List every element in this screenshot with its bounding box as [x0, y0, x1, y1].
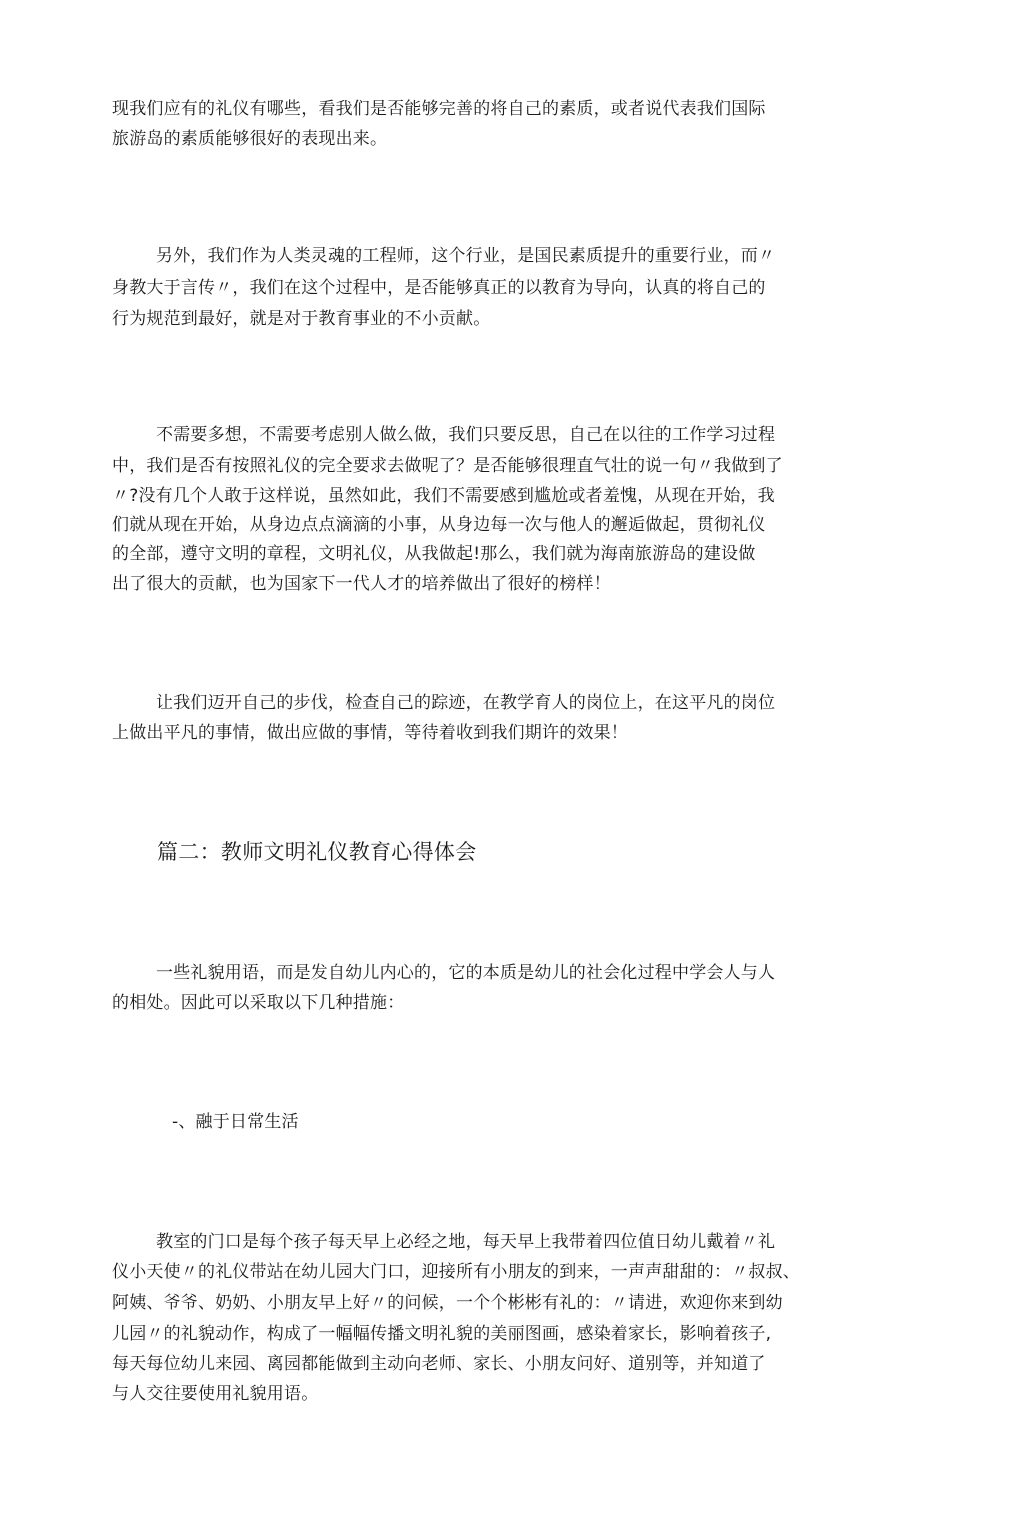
text-line: 行为规范到最好，就是对于教育事业的不小贡献。 [112, 309, 491, 329]
text-line: 身教大于言传〃，我们在这个过程中，是否能够真正的以教育为导向，认真的将自己的 [112, 278, 766, 298]
text-line: 与人交往要使用礼貌用语。 [112, 1384, 319, 1404]
text-line: 仪小天使〃的礼仪带站在幼儿园大门口，迎接所有小朋友的到来，一声声甜甜的：〃叔叔、 [112, 1262, 800, 1282]
text-line: 们就从现在开始，从身边点点滴滴的小事，从身边每一次与他人的邂逅做起，贯彻礼仪 [112, 515, 766, 535]
subheading: -、融于日常生活 [172, 1112, 299, 1132]
section-heading: 篇二：教师文明礼仪教育心得体会 [157, 840, 477, 864]
text-line: 不需要多想，不需要考虑别人做么做，我们只要反思，自己在以往的工作学习过程 [156, 425, 776, 445]
text-line: 旅游岛的素质能够很好的表现出来。 [112, 129, 388, 149]
text-line: 现我们应有的礼仪有哪些，看我们是否能够完善的将自己的素质，或者说代表我们国际 [112, 99, 766, 119]
text-line: 的相处。因此可以采取以下几种措施： [112, 993, 405, 1013]
text-line: 阿姨、爷爷、奶奶、小朋友早上好〃的问候，一个个彬彬有礼的：〃请进，欢迎你来到幼 [112, 1293, 783, 1313]
text-line: 儿园〃的礼貌动作，构成了一幅幅传播文明礼貌的美丽图画，感染着家长，影响着孩子, [112, 1324, 772, 1344]
text-line: 另外，我们作为人类灵魂的工程师，这个行业，是国民素质提升的重要行业，而〃 [156, 246, 776, 266]
text-line: 让我们迈开自己的步伐，检查自己的踪迹，在教学育人的岗位上，在这平凡的岗位 [156, 693, 776, 713]
text-line: 每天每位幼儿来园、离园都能做到主动向老师、家长、小朋友问好、道别等，并知道了 [112, 1354, 766, 1374]
text-line: 一些礼貌用语，而是发自幼儿内心的，它的本质是幼儿的社会化过程中学会人与人 [156, 963, 776, 983]
text-line: 上做出平凡的事情，做出应做的事情，等待着收到我们期许的效果！ [112, 723, 628, 743]
text-line: 出了很大的贡献，也为国家下一代人才的培养做出了很好的榜样！ [112, 574, 611, 594]
text-line: 的全部，遵守文明的章程，文明礼仪，从我做起!那么，我们就为海南旅游岛的建设做 [112, 544, 756, 564]
text-line: 〃?没有几个人敢于这样说，虽然如此，我们不需要感到尴尬或者羞愧，从现在开始，我 [112, 486, 775, 506]
text-line: 中，我们是否有按照礼仪的完全要求去做呢了？是否能够很理直气壮的说一句〃我做到了 [112, 456, 783, 476]
text-line: 教室的门口是每个孩子每天早上必经之地，每天早上我带着四位值日幼儿戴着〃礼 [156, 1232, 776, 1252]
